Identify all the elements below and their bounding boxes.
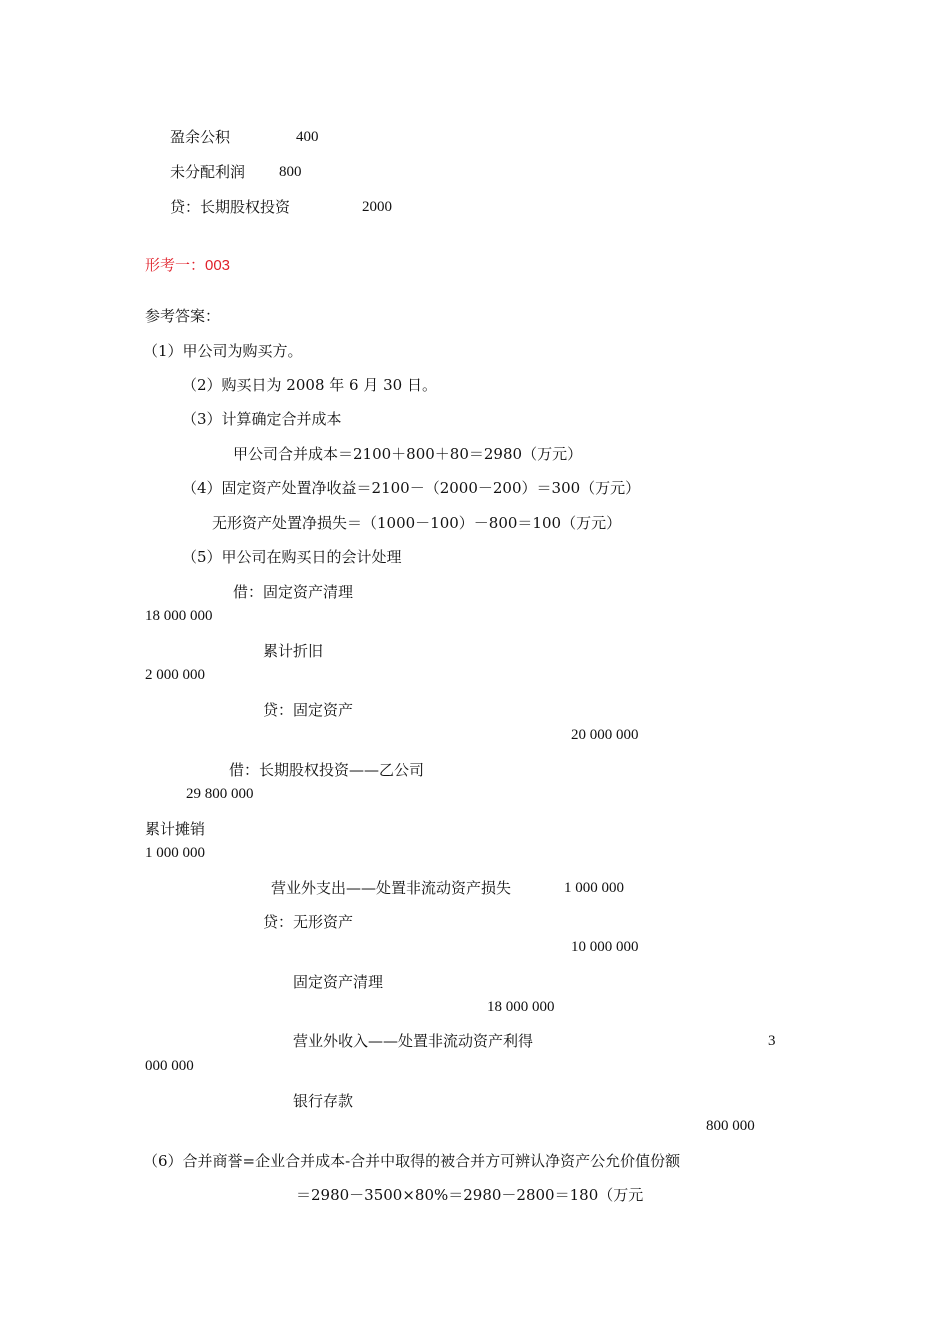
dr-fixed-clearing-label: 借：固定资产清理 [233, 583, 354, 601]
dr-lt-equity-amount: 29 800 000 [186, 786, 254, 802]
undistributed-profit-value: 800 [279, 164, 302, 180]
section-title: 形考一：003 [145, 257, 231, 274]
cr-intangible-amount: 10 000 000 [571, 939, 639, 955]
dr-lt-equity-label: 借：长期股权投资——乙公司 [229, 761, 425, 779]
undistributed-profit-label: 未分配利润 [170, 163, 246, 181]
item-3: （3）计算确定合并成本 [182, 410, 342, 428]
answer-heading: 参考答案： [145, 307, 221, 325]
fixed-clearing-amount: 18 000 000 [487, 999, 555, 1015]
bank-amount: 800 000 [706, 1118, 755, 1134]
nonop-income-label: 营业外收入——处置非流动资产利得 [293, 1032, 534, 1050]
item-2: （2）购买日为 2008 年 6 月 30 日。 [182, 376, 437, 394]
item-5: （5）甲公司在购买日的会计处理 [182, 548, 402, 566]
acc-depreciation-amount: 2 000 000 [145, 667, 205, 683]
nonop-expense-label: 营业外支出——处置非流动资产损失 [271, 879, 512, 897]
nonop-income-amount-a: 3 [768, 1033, 776, 1049]
credit-lt-equity-value: 2000 [362, 199, 392, 215]
item-6-line1: （6）合并商誉=企业合并成本-合并中取得的被合并方可辨认净资产公允价值份额 [143, 1152, 681, 1170]
item-1: （1）甲公司为购买方。 [143, 342, 303, 360]
acc-amortization-label: 累计摊销 [145, 820, 206, 838]
cr-intangible-label: 贷：无形资产 [263, 913, 354, 931]
acc-amortization-amount: 1 000 000 [145, 845, 205, 861]
cr-fixed-assets-label: 贷：固定资产 [263, 701, 354, 719]
surplus-reserve-value: 400 [296, 129, 319, 145]
nonop-expense-amount: 1 000 000 [564, 880, 624, 896]
bank-label: 银行存款 [293, 1092, 354, 1110]
dr-fixed-clearing-amount: 18 000 000 [145, 608, 213, 624]
item-3-calc: 甲公司合并成本＝2100＋800＋80＝2980（万元） [233, 445, 583, 463]
item-4: （4）固定资产处置净收益＝2100－（2000－200）＝300（万元） [182, 479, 641, 497]
surplus-reserve-label: 盈余公积 [170, 128, 231, 146]
fixed-clearing-label: 固定资产清理 [293, 973, 384, 991]
acc-depreciation-label: 累计折旧 [263, 642, 324, 660]
nonop-income-amount-b: 000 000 [145, 1058, 194, 1074]
item-6-line2: ＝2980－3500×80%＝2980－2800＝180（万元 [296, 1186, 644, 1204]
credit-lt-equity-label: 贷：长期股权投资 [170, 198, 291, 216]
item-4-b: 无形资产处置净损失＝（1000－100）－800＝100（万元） [212, 514, 622, 532]
cr-fixed-assets-amount: 20 000 000 [571, 727, 639, 743]
